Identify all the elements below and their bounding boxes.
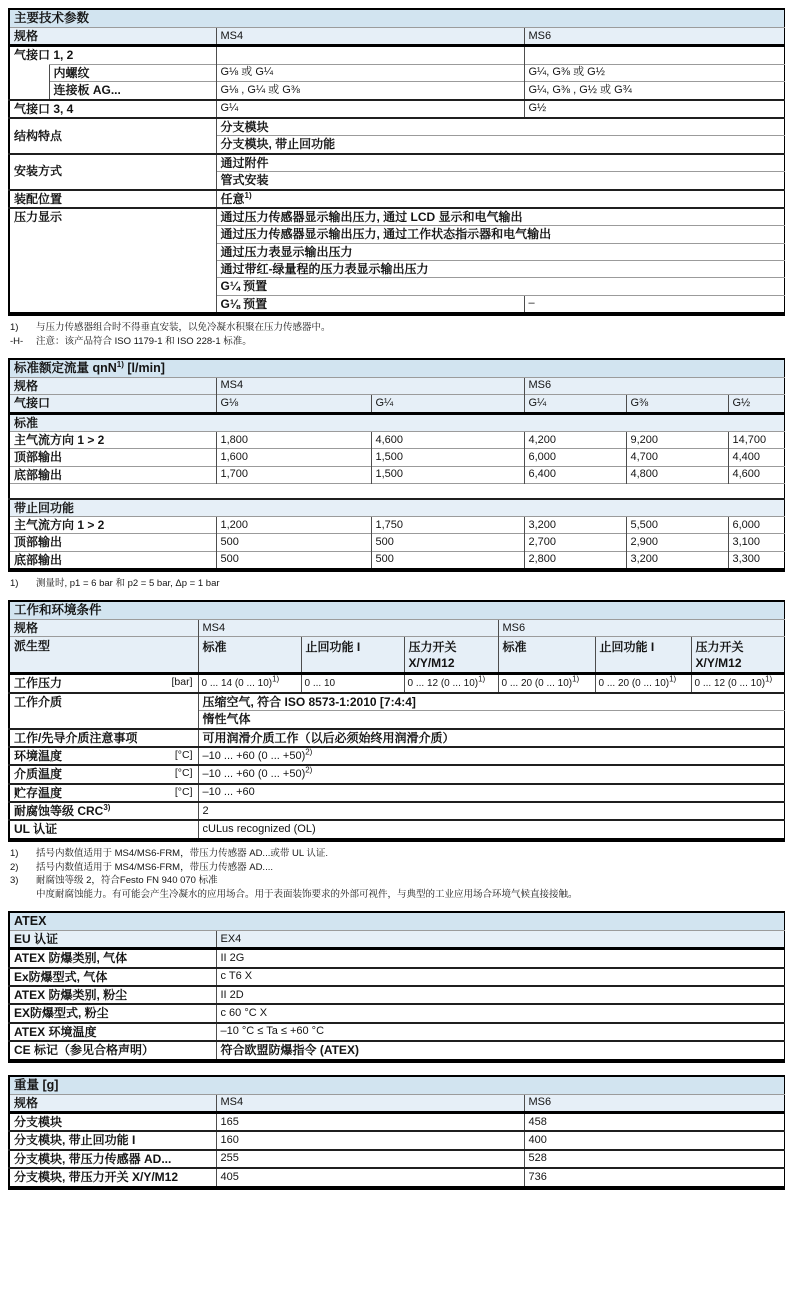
table-row (9, 413, 784, 431)
row-label: 顶部输出 (9, 449, 216, 466)
variant-line1: 标准 (202, 640, 227, 655)
ms6-value: 528 (524, 1150, 784, 1168)
ms4-value: G¼ (216, 100, 524, 118)
value-cell: 压缩空气, 符合 ISO 8573-1:2010 [7:4:4] (198, 693, 784, 711)
table-row (9, 802, 784, 820)
table-row (9, 517, 784, 534)
pressure-value (595, 674, 691, 693)
table-row (9, 64, 784, 81)
row-label: 底部输出 (9, 466, 216, 483)
flow-value: 4,200 (524, 431, 626, 448)
table-row (9, 1094, 784, 1112)
value-cell: 分支模块, 带止回功能 (216, 136, 784, 154)
flow-value: 3,200 (626, 551, 728, 570)
port-size: G½ (728, 395, 784, 413)
empty-cell (216, 46, 524, 64)
table-row (9, 1113, 784, 1132)
footnote-ref: 2) (305, 746, 313, 756)
value-text: 0 ... 20 (0 ... 10) (501, 677, 573, 689)
note-h-icon: -H- (10, 336, 24, 348)
ms4-header: MS4 (216, 1094, 524, 1112)
table-row (9, 1150, 784, 1168)
variant-col (198, 637, 301, 674)
flow-value: 1,500 (371, 466, 524, 483)
value-text: –10 ... +60 (202, 786, 255, 799)
table-row (9, 449, 784, 466)
row-label: Ex防爆型式, 气体 (9, 968, 216, 986)
variant-col (404, 637, 498, 674)
ms6-value: G½ (524, 100, 784, 118)
footnote-marker: 1) (10, 847, 19, 859)
ms4-header: MS4 (216, 28, 524, 46)
label-text: 环境温度 (14, 748, 63, 763)
value-cell: cULus recognized (OL) (198, 820, 784, 839)
table-row (9, 1168, 784, 1187)
ms4-header: MS4 (198, 619, 498, 636)
table-row (9, 1023, 784, 1041)
footnote (10, 847, 783, 861)
flow-value: 14,700 (728, 431, 784, 448)
value-cell: –10 °C ≤ Ta ≤ +60 °C (216, 1023, 784, 1041)
row-label (9, 674, 198, 693)
variant-col (498, 637, 595, 674)
ms4-header: MS4 (216, 377, 524, 394)
port-header: 气接口 (9, 395, 216, 413)
footnotes (10, 577, 783, 591)
row-label: 工作介质 (9, 693, 198, 729)
flow-value: 4,600 (728, 466, 784, 483)
table-row (9, 499, 784, 517)
value-cell: 通过带红-绿量程的压力表显示输出压力 (216, 261, 784, 278)
value-cell: c 60 °C X (216, 1004, 784, 1022)
footnote-continuation: 中度耐腐蚀能力。有可能会产生冷凝水的应用场合。用于表面装饰要求的外部可视件，与典型的工业应用场合环境气候直接接触。 (36, 889, 578, 901)
pressure-value (498, 674, 595, 693)
flow-value: 3,300 (728, 551, 784, 570)
value-cell: EX4 (216, 930, 784, 948)
table-row (9, 765, 784, 783)
footnote-ref: 3) (103, 803, 111, 813)
value-cell: 通过附件 (216, 154, 784, 172)
ms6-header: MS6 (524, 1094, 784, 1112)
flow-value: 2,900 (626, 534, 728, 551)
table-row (9, 100, 784, 118)
spec-header: 规格 (9, 377, 216, 394)
unit-label: [°C] (174, 748, 193, 761)
flow-value: 500 (371, 534, 524, 551)
footnote-text: 测量时, p1 = 6 bar 和 p2 = 5 bar, Δp = 1 bar (36, 578, 220, 590)
table-row (9, 551, 784, 570)
footnote-text: 耐腐蚀等级 2，符合Festo FN 940 070 标准 (36, 875, 218, 887)
table-row (9, 1004, 784, 1022)
table-row (9, 747, 784, 765)
table-row (9, 208, 784, 226)
footnote-ref: 1) (572, 674, 580, 684)
variant-line1: 止回功能 I (305, 640, 361, 655)
indent-cell (9, 82, 49, 100)
section-title: 重量 [g] (9, 1076, 784, 1095)
pressure-value (301, 674, 404, 693)
ms6-header: MS6 (524, 28, 784, 46)
value-text: 0 ... 12 (0 ... 10) (407, 677, 479, 689)
flow-value: 9,200 (626, 431, 728, 448)
port-size: G⅛ (216, 395, 371, 413)
value-text: 任意 (220, 191, 245, 206)
section-title: 工作和环境条件 (9, 601, 784, 620)
row-label: 主气流方向 1 > 2 (9, 517, 216, 534)
table-row (9, 46, 784, 64)
flow-value: 4,400 (728, 449, 784, 466)
footnote-text: 注意：该产品符合 ISO 1179-1 和 ISO 228-1 标准。 (36, 336, 252, 348)
table-row (9, 693, 784, 711)
row-label: ATEX 防爆类别, 气体 (9, 949, 216, 968)
row-label: ATEX 防爆类别, 粉尘 (9, 986, 216, 1004)
flow-value: 3,200 (524, 517, 626, 534)
variant-line1: 标准 (502, 640, 527, 655)
row-label: 分支模块 (9, 1113, 216, 1132)
table-row (9, 9, 784, 28)
flow-value: 500 (216, 551, 371, 570)
flow-value: 6,000 (728, 517, 784, 534)
table-row (9, 968, 784, 986)
ms4-value: G⅛ 预置 (216, 295, 524, 314)
table-row (9, 431, 784, 448)
table-row (9, 637, 784, 674)
pressure-value (404, 674, 498, 693)
flow-value: 4,800 (626, 466, 728, 483)
table-row (9, 601, 784, 620)
row-label: 安装方式 (9, 154, 216, 190)
row-label: 分支模块, 带压力开关 X/Y/M12 (9, 1168, 216, 1187)
value-cell (198, 765, 784, 783)
flow-value: 3,100 (728, 534, 784, 551)
row-label: EX防爆型式, 粉尘 (9, 1004, 216, 1022)
weight-table (8, 1075, 785, 1190)
table-row (9, 377, 784, 394)
ms4-value: 165 (216, 1113, 524, 1132)
footnote-ref: 1) (669, 674, 677, 684)
footnote-ref: 1) (244, 190, 252, 200)
port-size: G¼ (524, 395, 626, 413)
table-row (9, 949, 784, 968)
row-label: 气接口 1, 2 (9, 46, 216, 64)
footnote-text: 与压力传感器组合时不得垂直安装，以免冷凝水积聚在压力传感器中。 (36, 322, 331, 334)
value-cell: 分支模块 (216, 118, 784, 136)
flow-value: 1,600 (216, 449, 371, 466)
table-row (9, 930, 784, 948)
row-label: 装配位置 (9, 190, 216, 208)
row-label: 分支模块, 带止回功能 I (9, 1131, 216, 1149)
spec-header: 规格 (9, 28, 216, 46)
flow-value: 4,600 (371, 431, 524, 448)
table-row (9, 466, 784, 483)
section-title (9, 359, 784, 378)
table-row (9, 190, 784, 208)
flow-value: 5,500 (626, 517, 728, 534)
flow-value: 1,200 (216, 517, 371, 534)
section-title: 主要技术参数 (9, 9, 784, 28)
variant-col (595, 637, 691, 674)
value-text: 0 ... 12 (0 ... 10) (694, 677, 766, 689)
variant-col (301, 637, 404, 674)
unit-label: [°C] (174, 767, 193, 780)
pressure-value (198, 674, 301, 693)
row-label: ATEX 环境温度 (9, 1023, 216, 1041)
operating-conditions-table (8, 600, 785, 842)
section-title: ATEX (9, 912, 784, 931)
flow-value: 6,400 (524, 466, 626, 483)
flow-rate-table (8, 358, 785, 572)
row-label: 压力显示 (9, 208, 216, 314)
subsection-title: 标准 (9, 413, 784, 431)
table-row (9, 912, 784, 931)
table-row (9, 1076, 784, 1095)
footnote (10, 874, 783, 888)
ms6-value: G¼, G⅜ , G½ 或 G¾ (524, 82, 784, 100)
label-text: 工作压力 (14, 676, 63, 691)
ms4-value: 405 (216, 1168, 524, 1187)
table-row (9, 674, 784, 693)
label-text: 介质温度 (14, 767, 63, 782)
value-cell (198, 784, 784, 802)
variant-col (691, 637, 784, 674)
flow-value: 2,700 (524, 534, 626, 551)
table-row (9, 82, 784, 100)
row-label (9, 802, 198, 820)
footnote-text: 括号内数值适用于 MS4/MS6-FRM，带压力传感器 AD...或带 UL 认证. (36, 847, 329, 859)
footnotes (10, 847, 783, 902)
table-row (9, 28, 784, 46)
title-text: 标准额定流量 qnN (14, 360, 117, 375)
table-row (9, 359, 784, 378)
table-row (9, 1041, 784, 1060)
value-cell: 可用润滑介质工作（以后必须始终用润滑介质） (198, 729, 784, 747)
value-cell: II 2D (216, 986, 784, 1004)
ms6-value: 736 (524, 1168, 784, 1187)
value-text: 0 ... 10 (304, 677, 336, 689)
footnote-marker: 1) (10, 578, 19, 590)
main-specs-table (8, 8, 785, 316)
ms4-value: G⅛ 或 G¼ (216, 64, 524, 81)
footnote (10, 577, 783, 591)
footnote (10, 335, 783, 349)
row-label: 顶部输出 (9, 534, 216, 551)
ms4-value: G⅛ , G¼ 或 G⅜ (216, 82, 524, 100)
value-cell: 通过压力表显示输出压力 (216, 243, 784, 260)
table-row (9, 986, 784, 1004)
variant-line1: 止回功能 I (599, 640, 655, 655)
row-label: 结构特点 (9, 118, 216, 154)
footnote-ref: 1) (272, 674, 280, 684)
table-row (9, 619, 784, 636)
variant-line2: X/Y/M12 (408, 656, 455, 671)
table-row (9, 534, 784, 551)
section-gap (8, 1063, 783, 1075)
spec-header: 规格 (9, 1094, 216, 1112)
value-cell: 2 (198, 802, 784, 820)
flow-value: 1,800 (216, 431, 371, 448)
variant-line1: 压力开关 (408, 640, 457, 655)
value-text: 0 ... 14 (0 ... 10) (201, 677, 273, 689)
atex-table (8, 911, 785, 1063)
value-cell: G¼ 预置 (216, 278, 784, 295)
flow-value: 1,700 (216, 466, 371, 483)
value-text: –10 ... +60 (0 ... +50) (202, 749, 306, 762)
row-label: 底部输出 (9, 551, 216, 570)
value-cell (198, 747, 784, 765)
indent-cell (9, 64, 49, 81)
footnote-ref: 1) (765, 674, 773, 684)
footnote-marker: 2) (10, 861, 19, 873)
footnote-marker: 1) (10, 322, 19, 334)
ms6-value: – (524, 295, 784, 314)
flow-value: 6,000 (524, 449, 626, 466)
row-label: 气接口 3, 4 (9, 100, 216, 118)
row-label: EU 认证 (9, 930, 216, 948)
footnote-marker: 3) (10, 875, 19, 887)
ms6-value: G¼, G⅜ 或 G½ (524, 64, 784, 81)
table-row (9, 154, 784, 172)
table-row (9, 1131, 784, 1149)
row-label (9, 784, 198, 802)
variant-header: 派生型 (9, 637, 198, 674)
flow-value: 500 (371, 551, 524, 570)
row-label: 工作/先导介质注意事项 (9, 729, 198, 747)
footnotes (10, 321, 783, 349)
variant-line1: 压力开关 (695, 640, 744, 655)
flow-value: 4,700 (626, 449, 728, 466)
table-row (9, 395, 784, 413)
row-label: 分支模块, 带压力传感器 AD... (9, 1150, 216, 1168)
row-label (9, 765, 198, 783)
footnote (10, 321, 783, 335)
row-label: UL 认证 (9, 820, 198, 839)
table-row (9, 118, 784, 136)
footnote-ref: 2) (305, 765, 313, 775)
flow-value: 1,500 (371, 449, 524, 466)
flow-value: 1,750 (371, 517, 524, 534)
value-cell: 惰性气体 (198, 711, 784, 729)
sub-label: 连接板 AG... (49, 82, 216, 100)
row-label (9, 747, 198, 765)
table-row (9, 784, 784, 802)
port-size: G⅜ (626, 395, 728, 413)
label-text: 贮存温度 (14, 785, 63, 800)
spacer-row (9, 484, 784, 499)
empty-cell (524, 46, 784, 64)
value-text: 0 ... 20 (0 ... 10) (598, 677, 670, 689)
ms6-header: MS6 (524, 377, 784, 394)
value-cell (216, 190, 784, 208)
sub-label: 内螺纹 (49, 64, 216, 81)
value-cell: c T6 X (216, 968, 784, 986)
value-cell: 通过压力传感器显示输出压力, 通过工作状态指示器和电气输出 (216, 226, 784, 243)
ms6-value: 400 (524, 1131, 784, 1149)
footnote-ref: 1) (478, 674, 486, 684)
flow-value: 2,800 (524, 551, 626, 570)
row-label: CE 标记（参见合格声明） (9, 1041, 216, 1060)
value-text: –10 ... +60 (0 ... +50) (202, 767, 306, 780)
title-unit: [l/min] (123, 360, 165, 375)
value-cell: II 2G (216, 949, 784, 968)
value-cell: 符合欧盟防爆指令 (ATEX) (216, 1041, 784, 1060)
label-text: 耐腐蚀等级 CRC (14, 804, 104, 819)
unit-label: [bar] (171, 676, 193, 689)
table-row (9, 729, 784, 747)
value-cell: 通过压力传感器显示输出压力, 通过 LCD 显示和电气输出 (216, 208, 784, 226)
spec-header: 规格 (9, 619, 198, 636)
footnote-text: 括号内数值适用于 MS4/MS6-FRM，带压力传感器 AD.... (36, 861, 273, 873)
variant-line2: X/Y/M12 (695, 656, 742, 671)
table-row (9, 484, 784, 499)
subsection-title: 带止回功能 (9, 499, 784, 517)
port-size: G¼ (371, 395, 524, 413)
ms4-value: 160 (216, 1131, 524, 1149)
ms4-value: 255 (216, 1150, 524, 1168)
footnote-ref: 1) (116, 359, 124, 369)
flow-value: 500 (216, 534, 371, 551)
ms6-header: MS6 (498, 619, 784, 636)
unit-label: [°C] (174, 785, 193, 798)
table-row (9, 820, 784, 839)
row-label: 主气流方向 1 > 2 (9, 431, 216, 448)
pressure-value (691, 674, 784, 693)
footnote (10, 861, 783, 875)
ms6-value: 458 (524, 1113, 784, 1132)
value-cell: 管式安装 (216, 172, 784, 190)
